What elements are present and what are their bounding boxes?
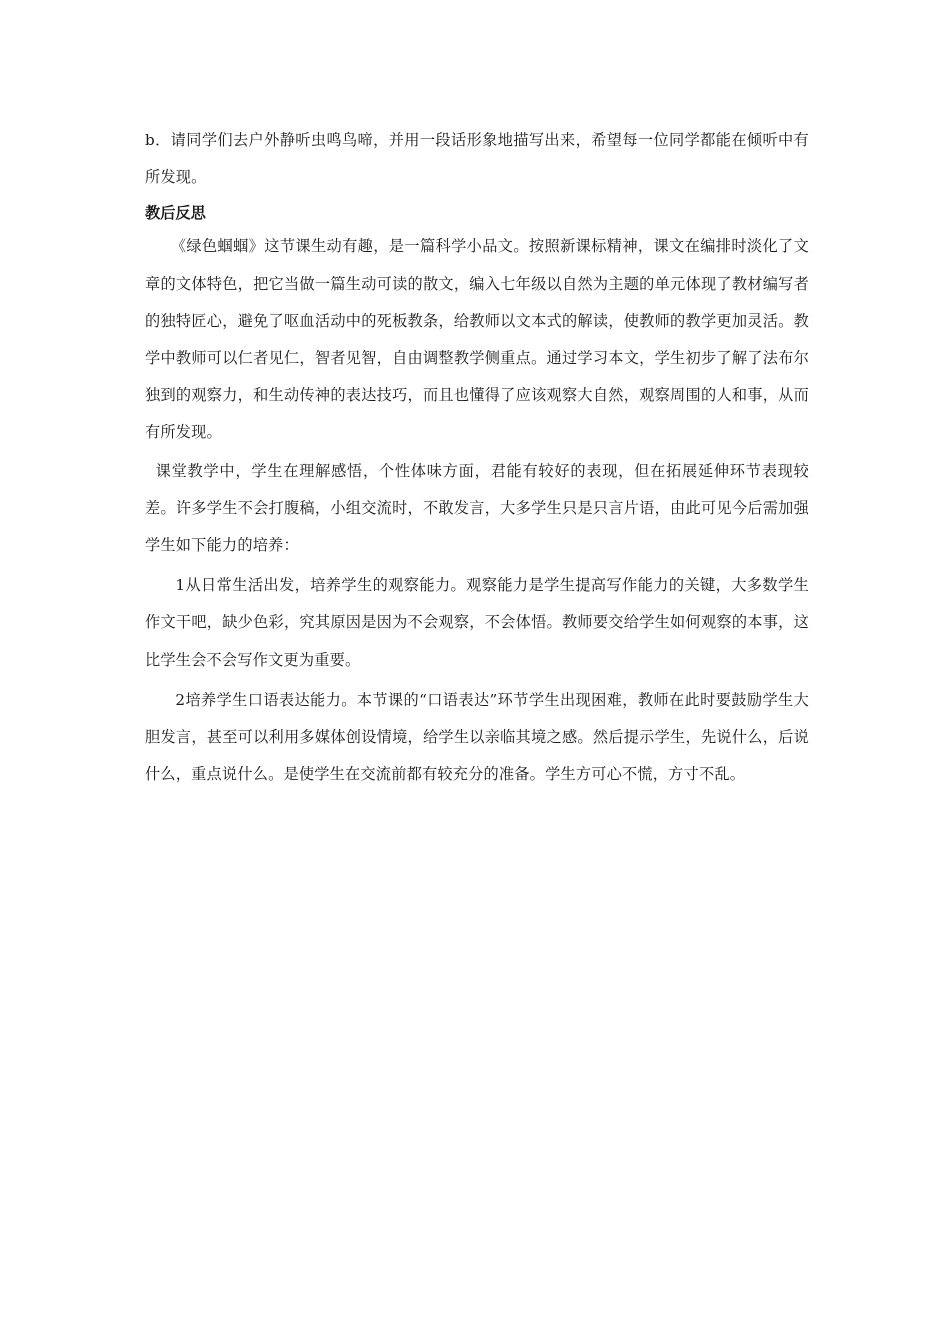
reflection-heading: 教后反思 bbox=[145, 204, 206, 223]
task-b-paragraph: b．请同学们去户外静听虫鸣鸟啼，并用一段话形象地描写出来，希望每一位同学都能在倾听中有所发现。 bbox=[145, 131, 809, 187]
document-page bbox=[145, 122, 809, 793]
reflection-paragraph-3: 1从日常生活出发，培养学生的观察能力。观察能力是学生提高写作能力的关键，大多数学生作文干吧，缺少色彩，究其原因是因为不会观察，不会体悟。教师要交给学生如何观察的本事，这比学生会不会写作文更为重要。 bbox=[145, 576, 809, 669]
reflection-paragraph-2: 课堂教学中，学生在理解感悟，个性体味方面，君能有较好的表现，但在拓展延伸环节表现较差。许多学生不会打腹稿，小组交流时，不敢发言，大多学生只是只言片语，由此可见今后需加强学生如下能力的培养： bbox=[145, 461, 809, 555]
reflection-paragraph-4: 2培养学生口语表达能力。本节课的“口语表达”环节学生出现困难，教师在此时要鼓励学生大胆发言，甚至可以利用多媒体创设情境，给学生以亲临其境之感。然后提示学生，先说什么，后说什么，重点说什么。是使学生在交流前都有较充分的准备。学生方可心不慌，方寸不乱。 bbox=[145, 690, 809, 784]
reflection-paragraph-1: 《绿色蝈蝈》这节课生动有趣，是一篇科学小品文。按照新课标精神，课文在编排时淡化了文章的文体特色，把它当做一篇生动可读的散文，编入七年级以自然为主题的单元体现了教材编写者的独特匠心，避免了呕血活动中的死板教条，给教师以文本式的解读，使教师的教学更加灵活。教学中教师可以仁者见仁，智者见智，自由调整教学侧重点。通过学习本文，学生初步了解了法布尔独到的观察力，和生动传神的表达技巧，而且也懂得了应该观察大自然，观察周围的人和事，从而有所发现。 bbox=[145, 237, 809, 442]
